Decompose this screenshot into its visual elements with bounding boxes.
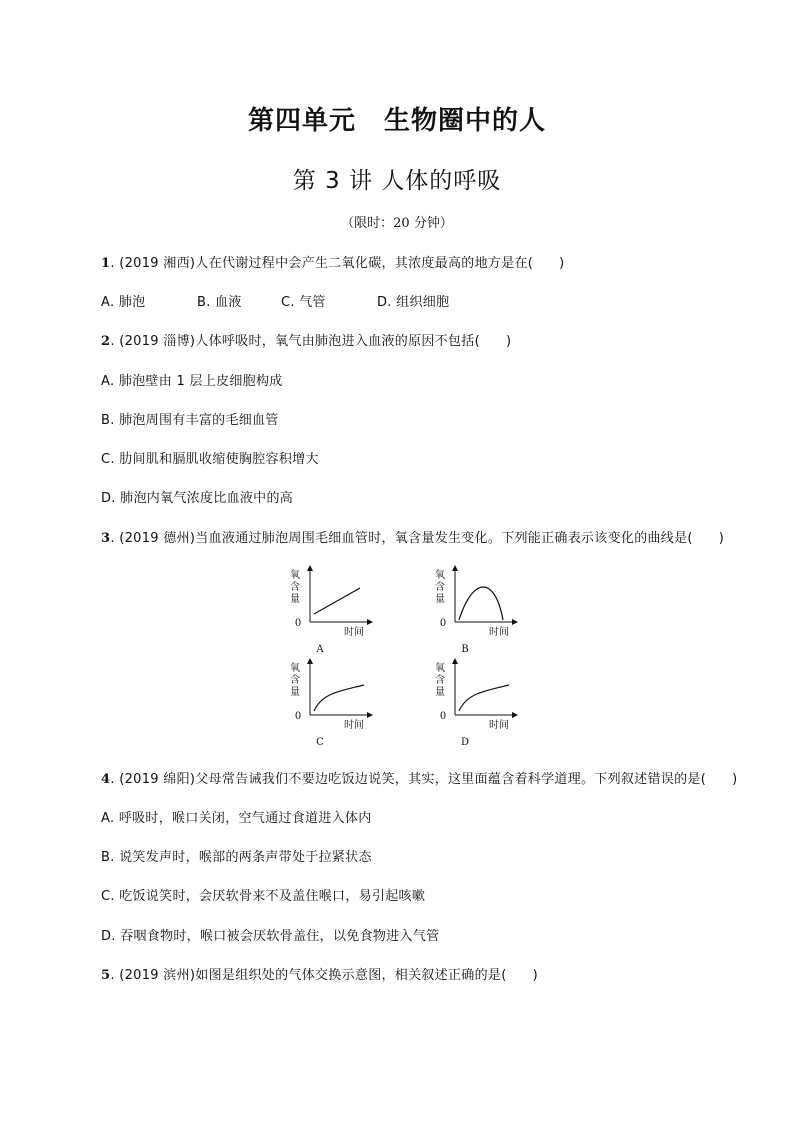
question-number: 5 — [101, 968, 111, 983]
question-source: . (2019 湘西) — [110, 256, 196, 271]
option-b: B. 血液 — [197, 295, 242, 310]
panel-label: A — [316, 644, 324, 655]
y-axis-label-char: 含 — [435, 582, 445, 593]
origin-label: 0 — [294, 618, 302, 629]
question-source: . (2019 滨州) — [110, 968, 196, 983]
graph-panel-c — [290, 659, 372, 748]
y-axis-label-char: 氧 — [435, 570, 445, 581]
panel-label: C — [316, 737, 324, 748]
panel-label: D — [460, 737, 470, 748]
option-a: A. 肺泡 — [101, 295, 146, 310]
question-stem: 如图是组织处的气体交换示意图，相关叙述正确的是( — [195, 968, 507, 983]
y-axis-label-char: 含 — [290, 582, 300, 593]
y-axis-label-char: 氧 — [290, 663, 300, 674]
y-axis-label-char: 量 — [435, 687, 445, 698]
x-axis-label: 时间 — [489, 627, 509, 638]
option-b: B. 肺泡周围有丰富的毛细血管 — [101, 413, 279, 428]
option-d: D. 肺泡内氧气浓度比血液中的高 — [101, 491, 294, 506]
option-d: D. 吞咽食物时，喉口被会厌软骨盖住，以免食物进入气管 — [101, 929, 440, 944]
graph-panel-b — [435, 566, 517, 655]
origin-label: 0 — [439, 711, 447, 722]
question-number: 3 — [101, 531, 111, 546]
unit-title-number: 第四单元 — [247, 106, 356, 136]
x-axis-label: 时间 — [344, 627, 364, 638]
question-5 — [101, 964, 538, 983]
option-a: A. 呼吸时，喉口关闭，空气通过食道进入体内 — [101, 811, 372, 826]
question-stem: 人在代谢过程中会产生二氧化碳，其浓度最高的地方是在( — [195, 256, 534, 271]
y-axis-label-char: 量 — [290, 687, 300, 698]
x-axis-label: 时间 — [489, 720, 509, 731]
oxygen-curve — [459, 587, 503, 620]
question-source: . (2019 淄博) — [110, 334, 196, 349]
time-limit: （限时：20 分钟） — [341, 216, 453, 231]
panel-label: B — [461, 644, 469, 655]
x-axis-label: 时间 — [344, 720, 364, 731]
y-axis-label-char: 量 — [435, 594, 445, 605]
answer-bracket-close: ) — [559, 256, 565, 271]
oxygen-curve — [314, 588, 360, 614]
answer-bracket-close: ) — [732, 772, 738, 787]
question-stem: 人体呼吸时，氧气由肺泡进入血液的原因不包括( — [195, 334, 480, 349]
option-b: B. 说笑发声时，喉部的两条声带处于拉紧状态 — [101, 850, 372, 865]
graph-panel-d — [435, 659, 517, 748]
lesson-title: 第 3 讲 人体的呼吸 — [292, 168, 502, 194]
question-number: 1 — [101, 256, 111, 271]
question-1 — [101, 252, 565, 271]
oxygen-curve — [459, 685, 509, 711]
y-axis-label-char: 含 — [290, 675, 300, 686]
question-source: . (2019 绵阳) — [110, 772, 196, 787]
question-stem: 当血液通过肺泡周围毛细血管时，氧含量发生变化。下列能正确表示该变化的曲线是( — [195, 531, 693, 546]
y-axis-label-char: 含 — [435, 675, 445, 686]
option-d: D. 组织细胞 — [377, 295, 450, 310]
oxygen-content-graphs — [280, 560, 540, 750]
question-stem: 父母常告诫我们不要边吃饭边说笑，其实，这里面蕴含着科学道理。下列叙述错误的是( — [195, 772, 707, 787]
graph-panel-a — [290, 566, 372, 655]
y-axis-label-char: 氧 — [290, 570, 300, 581]
option-c: C. 吃饭说笑时，会厌软骨来不及盖住喉口，易引起咳嗽 — [101, 889, 426, 904]
option-c: C. 气管 — [281, 295, 326, 310]
origin-label: 0 — [439, 618, 447, 629]
answer-bracket-close: ) — [505, 334, 512, 349]
question-2 — [101, 330, 511, 349]
y-axis-label-char: 量 — [290, 594, 300, 605]
option-c: C. 肋间肌和膈肌收缩使胸腔容积增大 — [101, 452, 319, 467]
y-axis-label-char: 氧 — [435, 663, 445, 674]
question-source: . (2019 德州) — [110, 531, 196, 546]
unit-title-name: 生物圈中的人 — [384, 106, 547, 136]
answer-bracket-close: ) — [718, 531, 725, 546]
question-number: 4 — [101, 772, 111, 787]
question-1-options — [101, 291, 449, 310]
graphs-svg — [280, 560, 540, 750]
answer-bracket-close: ) — [532, 968, 538, 983]
question-number: 2 — [101, 334, 111, 349]
question-4 — [101, 768, 737, 787]
option-a: A. 肺泡壁由 1 层上皮细胞构成 — [101, 374, 283, 389]
question-3 — [101, 527, 724, 546]
oxygen-curve — [314, 685, 364, 711]
origin-label: 0 — [294, 711, 302, 722]
unit-title — [0, 100, 794, 137]
